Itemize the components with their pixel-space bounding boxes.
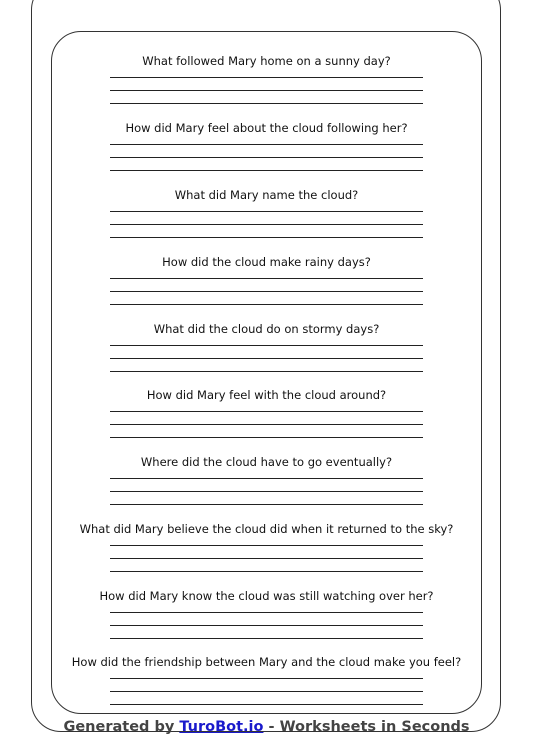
question-block-3 [51,188,482,202]
answer-line[interactable] [110,103,423,104]
question-10-text: How did the friendship between Mary and the cloud make you feel? [71,655,462,669]
question-block-10 [51,655,482,669]
question-block-6 [51,388,482,402]
answer-line[interactable] [110,678,423,679]
answer-line[interactable] [110,625,423,626]
answer-line[interactable] [110,491,423,492]
question-block-7 [51,455,482,469]
answer-line[interactable] [110,691,423,692]
answer-line[interactable] [110,704,423,705]
footer-credit [0,719,533,735]
answer-line[interactable] [110,424,423,425]
question-block-8 [51,522,482,536]
question-7-text: Where did the cloud have to go eventually? [140,455,393,469]
question-block-2 [51,121,482,135]
answer-line[interactable] [110,612,423,613]
footer-prefix: Generated by [63,719,180,735]
answer-line[interactable] [110,571,423,572]
answer-line[interactable] [110,237,423,238]
answer-line[interactable] [110,371,423,372]
question-block-5 [51,322,482,336]
question-block-4 [51,255,482,269]
turobot-link[interactable]: TuroBot.io [179,719,264,735]
question-5-text: What did the cloud do on stormy days? [153,322,380,336]
answer-line[interactable] [110,144,423,145]
answer-line[interactable] [110,304,423,305]
question-2-text: How did Mary feel about the cloud following her? [125,121,408,135]
answer-line[interactable] [110,545,423,546]
answer-line[interactable] [110,504,423,505]
answer-line[interactable] [110,157,423,158]
question-9-text: How did Mary know the cloud was still watching over her? [99,589,434,603]
answer-line[interactable] [110,345,423,346]
footer-suffix: - Worksheets in Seconds [263,719,470,735]
answer-line[interactable] [110,291,423,292]
question-6-text: How did Mary feel with the cloud around? [146,388,387,402]
answer-line[interactable] [110,278,423,279]
answer-line[interactable] [110,558,423,559]
answer-line[interactable] [110,638,423,639]
answer-line[interactable] [110,411,423,412]
question-block-1 [51,54,482,68]
answer-line[interactable] [110,77,423,78]
answer-line[interactable] [110,358,423,359]
question-block-9 [51,589,482,603]
answer-line[interactable] [110,170,423,171]
answer-line[interactable] [110,224,423,225]
question-8-text: What did Mary believe the cloud did when it returned to the sky? [79,522,454,536]
answer-line[interactable] [110,211,423,212]
answer-line[interactable] [110,90,423,91]
question-1-text: What followed Mary home on a sunny day? [142,54,391,68]
answer-line[interactable] [110,478,423,479]
answer-line[interactable] [110,437,423,438]
question-3-text: What did Mary name the cloud? [174,188,359,202]
question-4-text: How did the cloud make rainy days? [162,255,371,269]
